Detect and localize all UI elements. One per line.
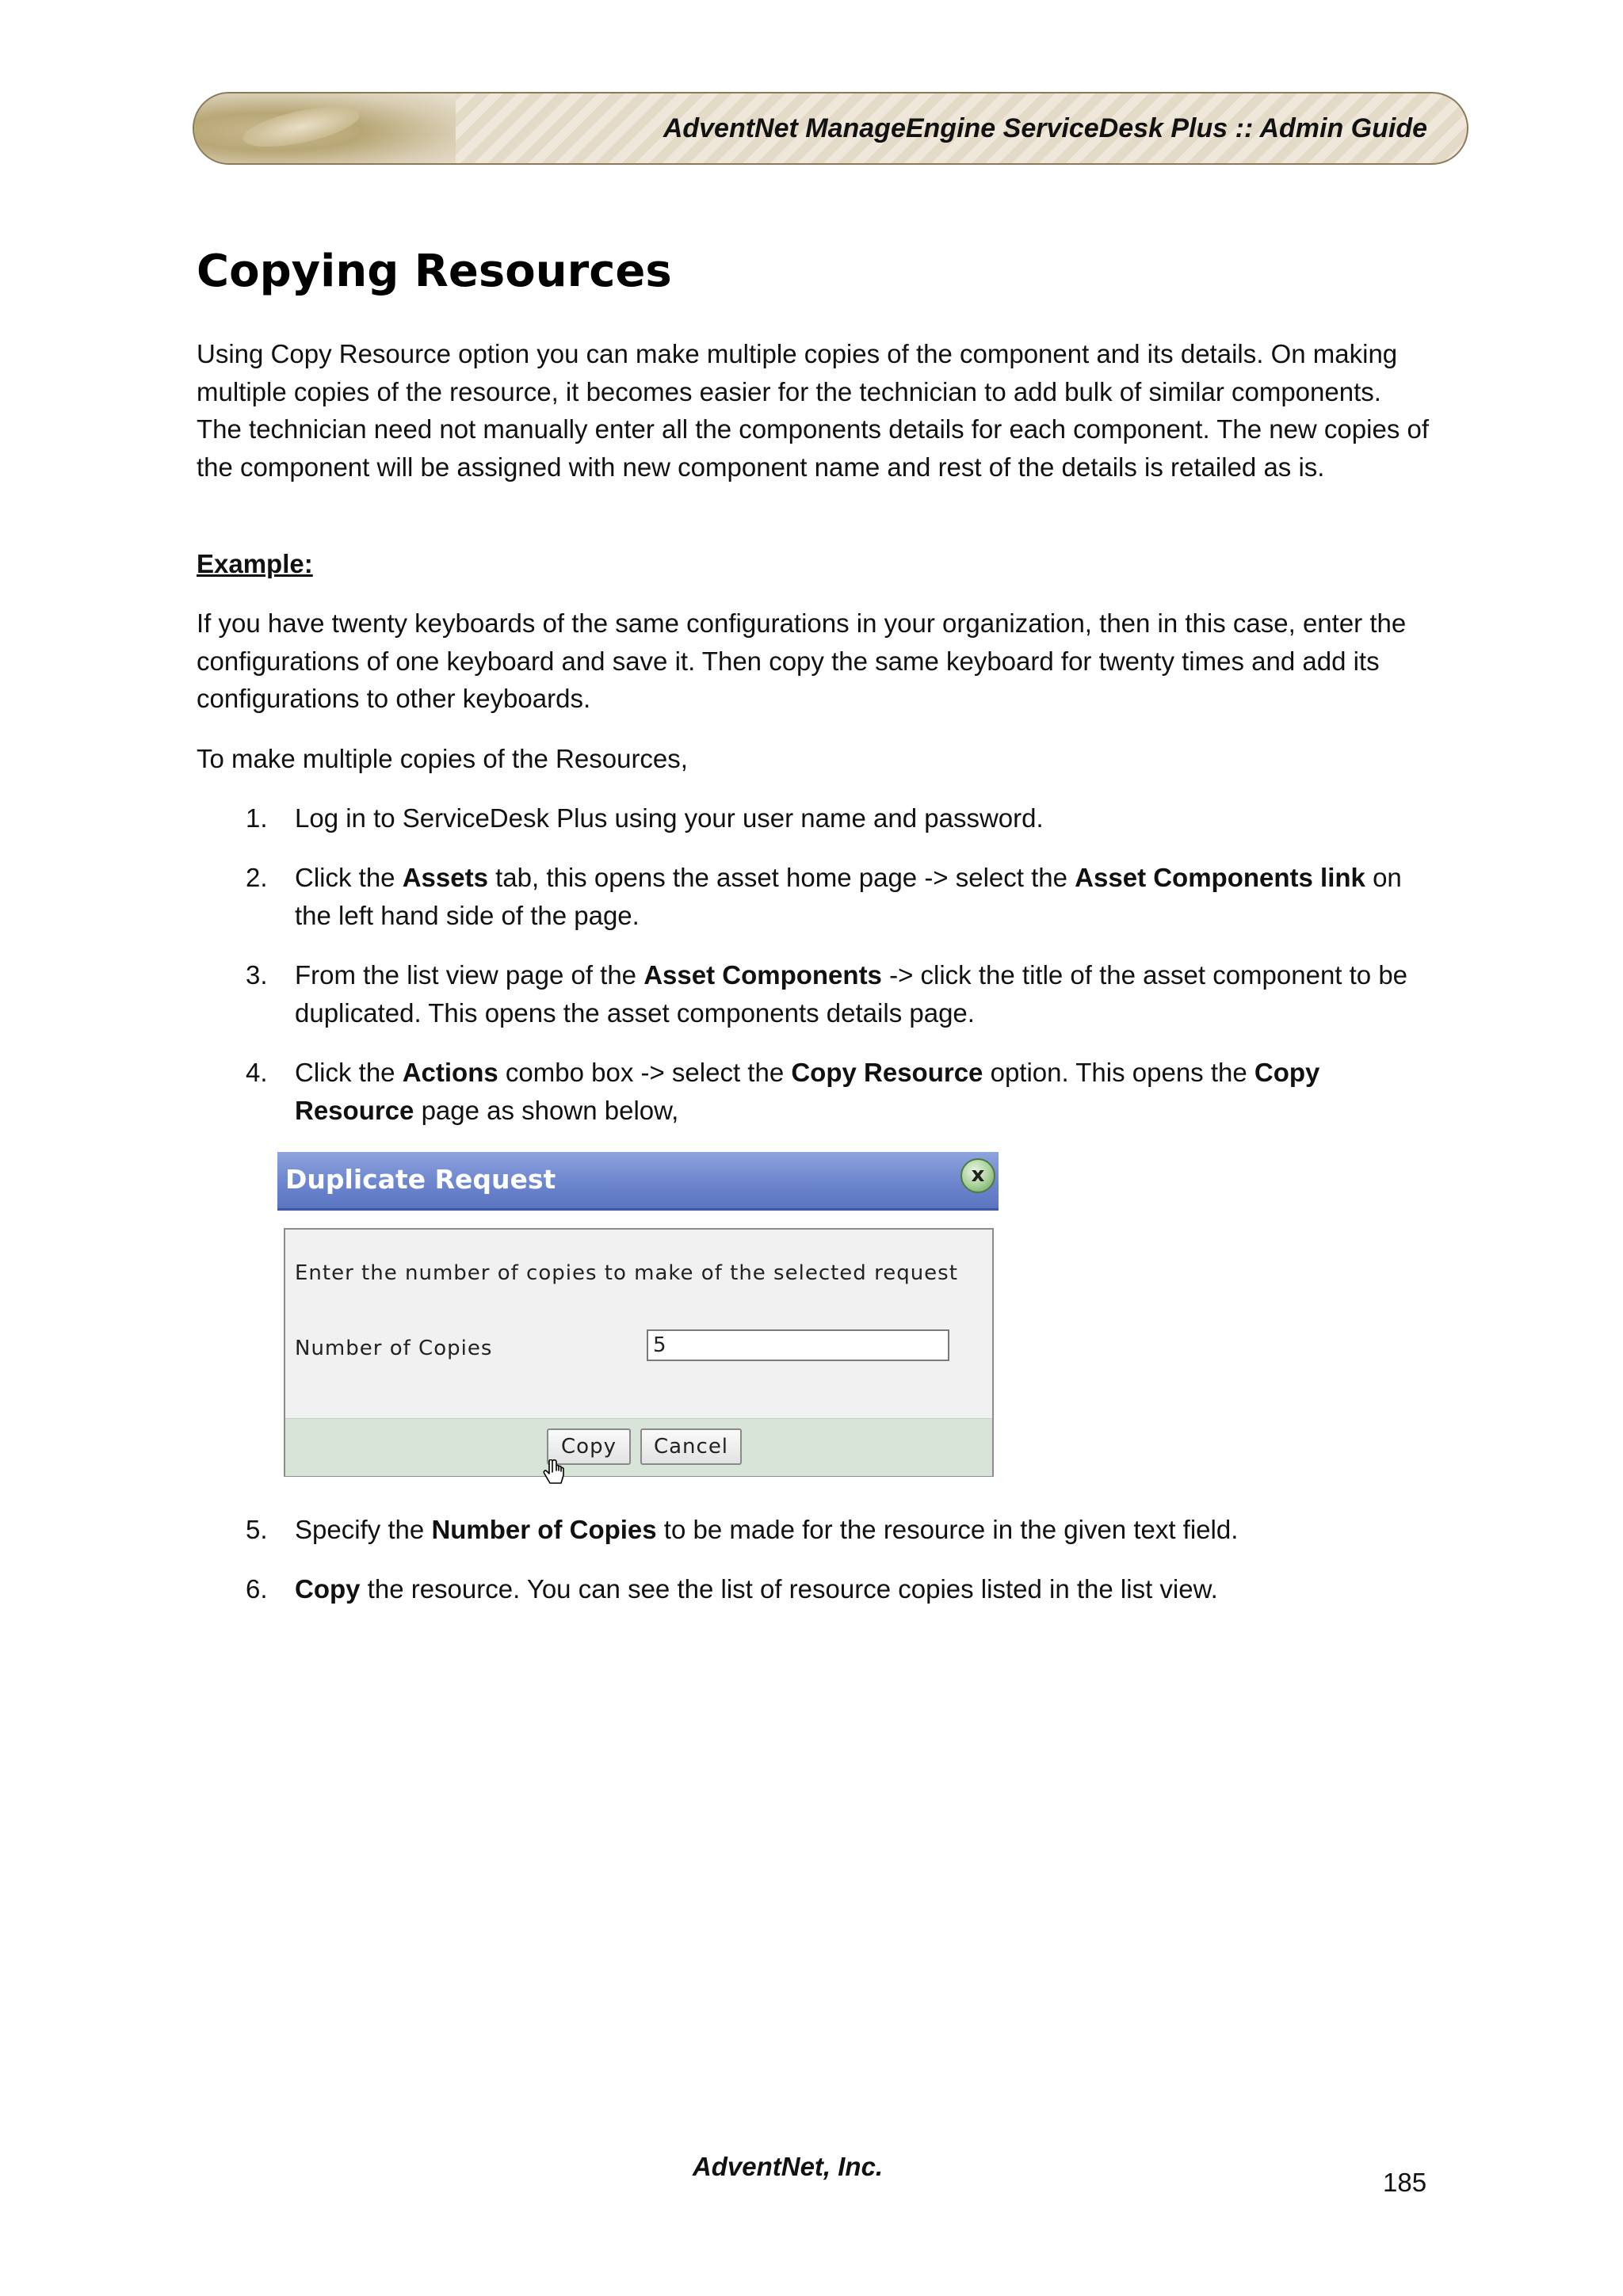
cancel-button[interactable]: Cancel	[640, 1428, 742, 1465]
dialog-title: Duplicate Request	[285, 1164, 556, 1195]
step-text: From the list view page of the Asset Components -> click the title of the asset component to be duplicated. This opens the asset components details page.	[295, 960, 1408, 1028]
header-title: AdventNet ManageEngine ServiceDesk Plus :: Admin Guide	[663, 113, 1427, 143]
step-text: Specify the Number of Copies to be made for the resource in the given text field.	[295, 1515, 1239, 1544]
step-text: Click the Assets tab, this opens the asset home page -> select the Asset Components link on the left hand side of the page.	[295, 863, 1402, 930]
intro-paragraph: Using Copy Resource option you can make multiple copies of the component and its details. On making multiple copies of the resource, it becomes easier for the technician to add bulk of similar components. The technician need not manually enter all the components details for each component. The new copies of the component will be assigned with new component name and rest of the details is retailed as is.	[197, 339, 1430, 482]
copy-button[interactable]: Copy	[547, 1428, 631, 1465]
example-label: Example:	[197, 549, 313, 578]
step-number: 3.	[246, 960, 268, 990]
dialog-prompt: Enter the number of copies to make of the selected request	[295, 1261, 958, 1285]
banner-decoration	[194, 93, 456, 163]
copies-label: Number of Copies	[295, 1337, 493, 1360]
dialog-footer	[285, 1418, 992, 1476]
example-paragraph: If you have twenty keyboards of the same configurations in your organization, then in this case, enter the configurations of one keyboard and save it. Then copy the same keyboard for twenty times and add its configurations to other keyboards.	[197, 608, 1407, 713]
steps-intro: To make multiple copies of the Resources,	[197, 744, 688, 773]
step-text: Click the Actions combo box -> select the Copy Resource option. This opens the Copy Resource page as shown below,	[295, 1058, 1320, 1125]
dialog-titlebar	[277, 1152, 999, 1211]
page-title: Copying Resources	[197, 246, 672, 297]
step-text: Copy the resource. You can see the list of resource copies listed in the list view.	[295, 1574, 1218, 1604]
step-number: 2.	[246, 863, 268, 892]
step-number: 5.	[246, 1515, 268, 1544]
duplicate-request-dialog	[277, 1152, 999, 1485]
dialog-body	[284, 1228, 994, 1477]
hand-cursor-icon	[542, 1459, 567, 1486]
step-number: 1.	[246, 803, 268, 833]
step-number: 4.	[246, 1058, 268, 1087]
step-text: Log in to ServiceDesk Plus using your user name and password.	[295, 803, 1044, 833]
copies-input[interactable]	[647, 1329, 949, 1361]
close-icon[interactable]: x	[960, 1158, 995, 1193]
header-banner	[193, 92, 1468, 165]
step-number: 6.	[246, 1574, 268, 1604]
footer-company: AdventNet, Inc.	[692, 2152, 884, 2181]
page-number: 185	[1383, 2168, 1427, 2197]
